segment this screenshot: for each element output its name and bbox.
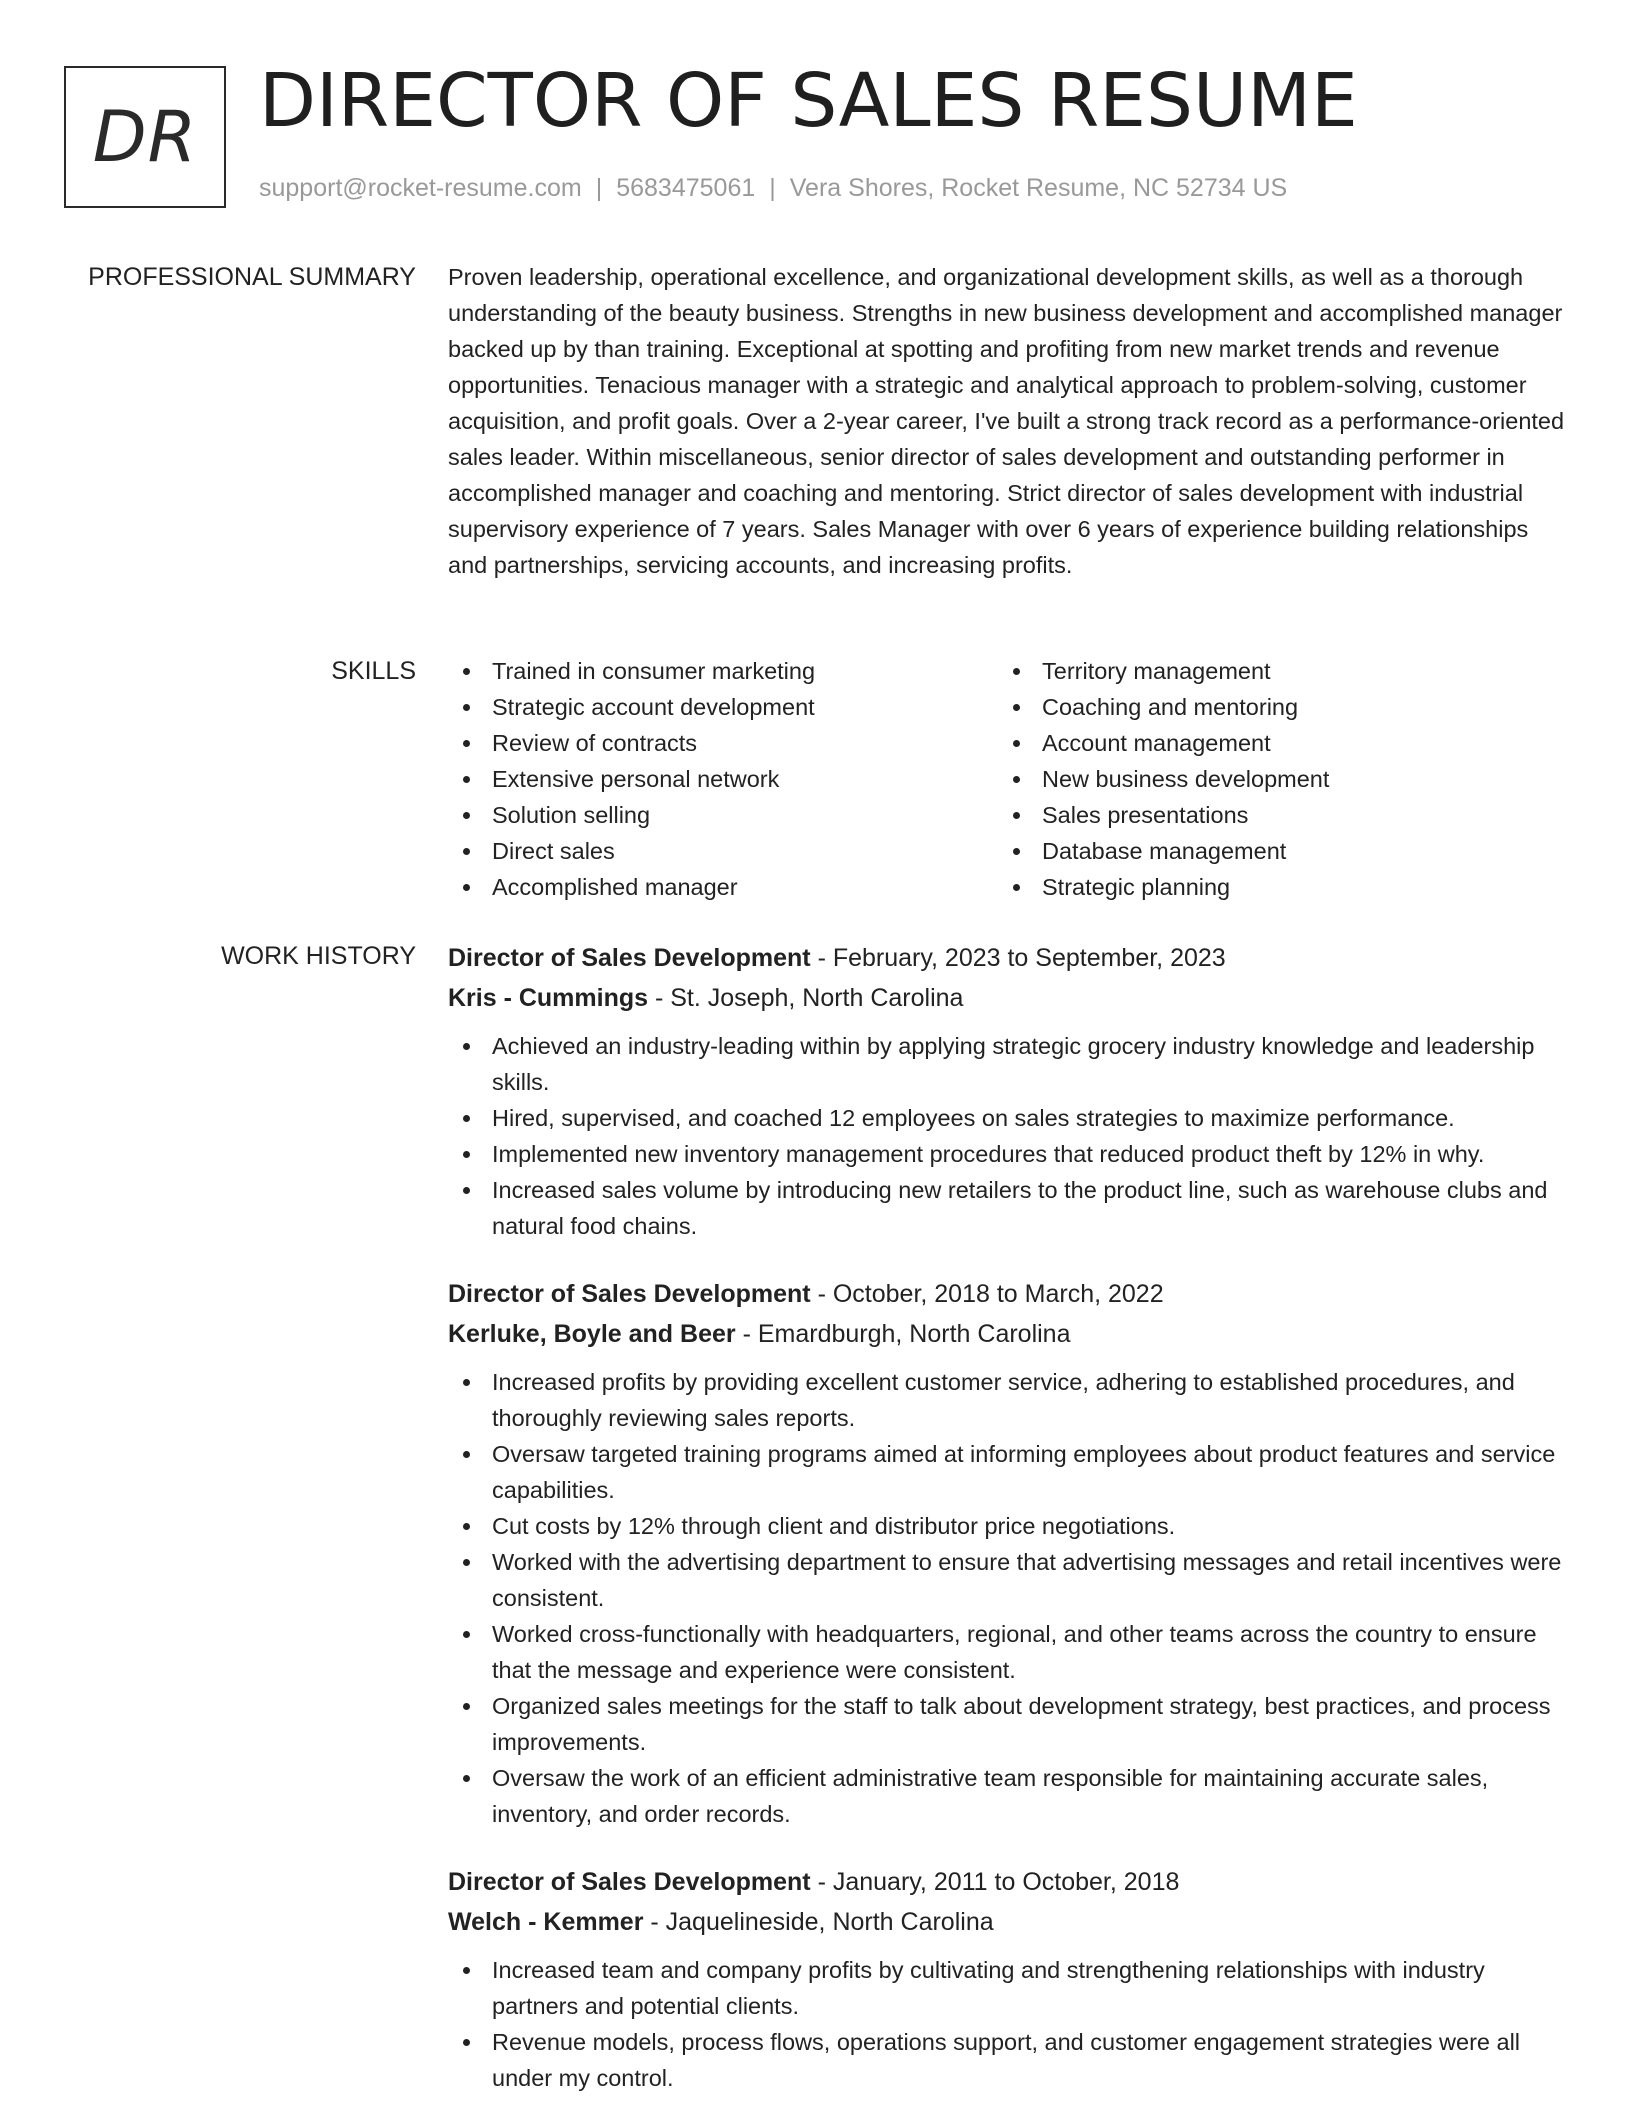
skill-item: Solution selling — [448, 797, 998, 833]
section-label-summary: PROFESSIONAL SUMMARY — [88, 263, 416, 291]
job-company: Kerluke, Boyle and Beer — [448, 1320, 736, 1348]
monogram-initials: DR — [92, 96, 198, 178]
summary-text: Proven leadership, operational excellence, and organizational development skills, as well as a thorough understanding of the beauty business. Strengths in new business development and accomplished manager backed up by than training. Exceptional at spotting and profiting from new market trends and revenue opportunities. Tenacious manager with a strategic and analytical approach to problem-solving, customer acquisition, and profit goals. Over a 2-year career, I've built a strong track record as a performance-oriented sales leader. Within miscellaneous, senior director of sales development and outstanding performer in accomplished manager and coaching and mentoring. Strict director of sales development with industrial supervisory experience of 7 years. Sales Manager with over 6 years of experience building relationships and partnerships, servicing accounts, and increasing profits. — [448, 264, 1565, 578]
skill-item: Database management — [998, 833, 1548, 869]
skills-column-right — [998, 653, 1548, 905]
skill-item: Review of contracts — [448, 725, 998, 761]
job-dates: - January, 2011 to October, 2018 — [810, 1868, 1180, 1896]
skill-item: Trained in consumer marketing — [448, 653, 998, 689]
job-bullet: Oversaw targeted training programs aimed at informing employees about product features and service capabilities. — [448, 1436, 1568, 1508]
job-location: - St. Joseph, North Carolina — [648, 984, 964, 1012]
job-bullets — [448, 1952, 1568, 2096]
job-bullet: Increased profits by providing excellent customer service, adhering to established procedures, and thoroughly reviewing sales reports. — [448, 1364, 1568, 1436]
job-company: Welch - Kemmer — [448, 1908, 644, 1936]
skills-column-left — [448, 653, 998, 905]
job-bullet: Cut costs by 12% through client and distributor price negotiations. — [448, 1508, 1568, 1544]
job-location: - Jaquelineside, North Carolina — [643, 1908, 994, 1936]
job-dates: - October, 2018 to March, 2022 — [810, 1280, 1164, 1308]
job-bullet: Worked with the advertising department to ensure that advertising messages and retail incentives were consistent. — [448, 1544, 1568, 1616]
job-title: Director of Sales Development — [448, 1868, 811, 1896]
contact-phone[interactable]: 5683475061 — [616, 174, 756, 202]
job-title-line — [448, 1862, 1568, 1902]
job-bullet: Worked cross-functionally with headquarters, regional, and other teams across the country to ensure that the message and experience were consistent. — [448, 1616, 1568, 1688]
skill-item: Extensive personal network — [448, 761, 998, 797]
job-bullets — [448, 1364, 1568, 1832]
contact-line — [259, 174, 1287, 203]
job-bullets — [448, 1028, 1568, 1244]
contact-separator: | — [769, 174, 776, 202]
skill-item: Sales presentations — [998, 797, 1548, 833]
job-bullet: Achieved an industry-leading within by applying strategic grocery industry knowledge and leadership skills. — [448, 1028, 1568, 1100]
work-body — [448, 938, 1568, 2126]
job-bullet: Hired, supervised, and coached 12 employees on sales strategies to maximize performance. — [448, 1100, 1568, 1136]
job-entry — [448, 1274, 1568, 1832]
job-bullet: Organized sales meetings for the staff to talk about development strategy, best practices, and process improvements. — [448, 1688, 1568, 1760]
job-location: - Emardburgh, North Carolina — [735, 1320, 1071, 1348]
skill-item: Strategic account development — [448, 689, 998, 725]
skill-item: Coaching and mentoring — [998, 689, 1548, 725]
skill-item: Accomplished manager — [448, 869, 998, 905]
skill-item: Territory management — [998, 653, 1548, 689]
job-entry — [448, 1862, 1568, 2096]
skill-item: Direct sales — [448, 833, 998, 869]
contact-separator: | — [595, 174, 603, 202]
skill-item: Strategic planning — [998, 869, 1548, 905]
resume-title: DIRECTOR OF SALES RESUME — [259, 58, 1358, 144]
job-title-line — [448, 1274, 1568, 1314]
monogram-box — [64, 66, 226, 208]
contact-address: Vera Shores, Rocket Resume, NC 52734 US — [789, 174, 1288, 202]
job-title-line — [448, 938, 1568, 978]
job-company-line — [448, 1314, 1568, 1354]
job-title: Director of Sales Development — [448, 1280, 811, 1308]
job-bullet: Revenue models, process flows, operations support, and customer engagement strategies were all under my control. — [448, 2024, 1568, 2096]
contact-email[interactable]: support@rocket-resume.com — [259, 174, 582, 202]
job-title: Director of Sales Development — [448, 944, 811, 972]
job-company-line — [448, 978, 1568, 1018]
skills-body — [448, 653, 1568, 905]
skill-item: New business development — [998, 761, 1548, 797]
summary-body — [448, 259, 1568, 583]
job-bullet: Increased sales volume by introducing new retailers to the product line, such as warehouse clubs and natural food chains. — [448, 1172, 1568, 1244]
skill-item: Account management — [998, 725, 1548, 761]
job-company: Kris - Cummings — [448, 984, 649, 1012]
job-bullet: Oversaw the work of an efficient administrative team responsible for maintaining accurate sales, inventory, and order records. — [448, 1760, 1568, 1832]
job-entry — [448, 938, 1568, 1244]
section-label-work: WORK HISTORY — [221, 942, 416, 970]
job-company-line — [448, 1902, 1568, 1942]
job-bullet: Increased team and company profits by cultivating and strengthening relationships with industry partners and potential clients. — [448, 1952, 1568, 2024]
section-label-skills: SKILLS — [331, 657, 416, 685]
job-bullet: Implemented new inventory management procedures that reduced product theft by 12% in why. — [448, 1136, 1568, 1172]
job-dates: - February, 2023 to September, 2023 — [810, 944, 1226, 972]
